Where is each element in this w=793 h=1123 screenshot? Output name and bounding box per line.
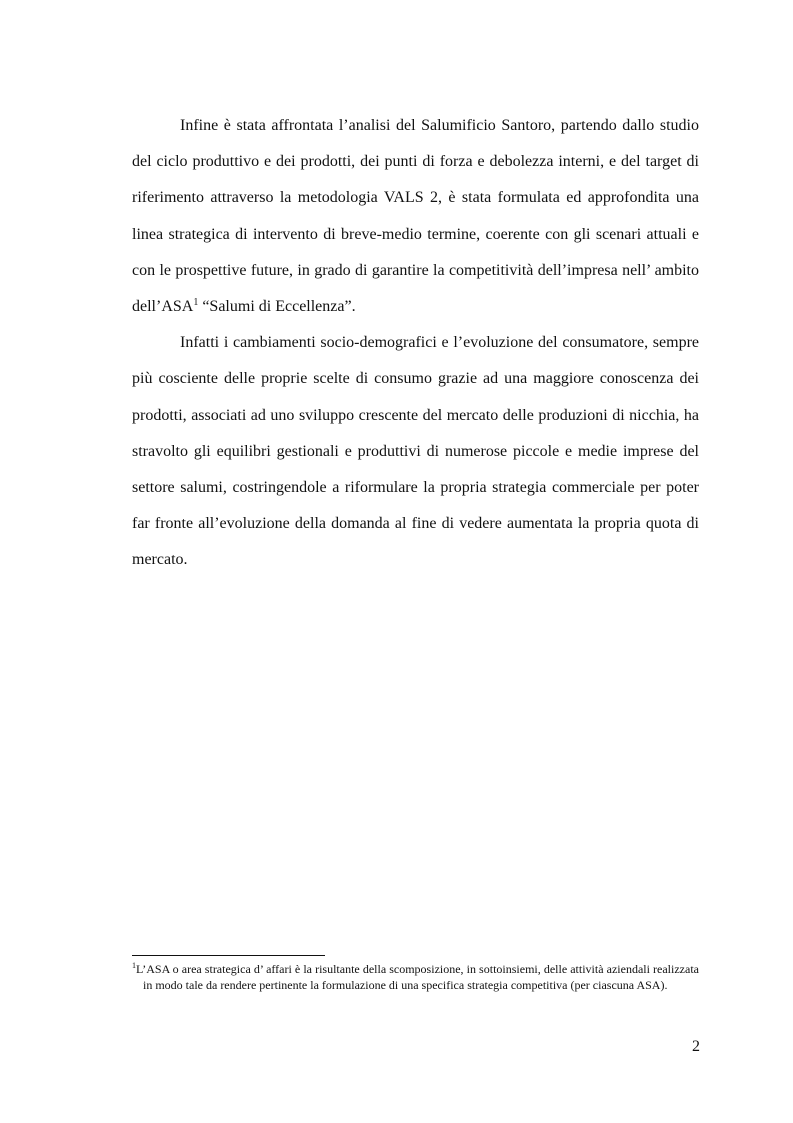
paragraph-2: Infatti i cambiamenti socio-demografici e l’evoluzione del consumatore, sempre più cosciente delle proprie scelte di consumo grazie ad una maggiore conoscenza dei prodotti, associati ad uno sviluppo crescente del mercato delle produzioni di nicchia, ha stravolto gli equilibri gestionali e produttivi di numerose piccole e medie imprese del settore salumi, costringendole a riformulare la propria strategia commerciale per poter far fronte all’evoluzione della domanda al fine di vedere aumentata la propria quota di mercato. [132,334,699,569]
body-text [132,108,699,579]
footnote-marker: 1 [132,961,136,970]
footnote-separator [132,955,325,956]
footnote [132,961,699,993]
page-number: 2 [692,1038,700,1055]
footnote-text-block [132,961,699,993]
paragraph-1-text: Infine è stata affrontata l’analisi del Salumificio Santoro, partendo dallo studio del ciclo produttivo e dei prodotti, dei punti di forza e debolezza interni, e del target di riferimento attraverso la metodologia VALS 2, è stata formulata ed approfondita una linea strategica di intervento di breve-medio termine, coerente con gli scenari attuali e con le prospettive future, in grado di garantire la competitività dell’impresa nell’ ambito dell’ASA [132,117,699,316]
paragraph-1-text-end: “Salumi di Eccellenza”. [198,298,356,316]
footnote-text: L’ASA o area strategica d’ affari è la risultante della scomposizione, in sottoinsiemi, delle attività aziendali realizzata in modo tale da rendere pertinente la formulazione di una specifica strategia competitiva (per ciascuna ASA). [136,962,699,992]
paragraph-1 [132,108,699,325]
footnote-reference[interactable]: 1 [193,297,199,309]
